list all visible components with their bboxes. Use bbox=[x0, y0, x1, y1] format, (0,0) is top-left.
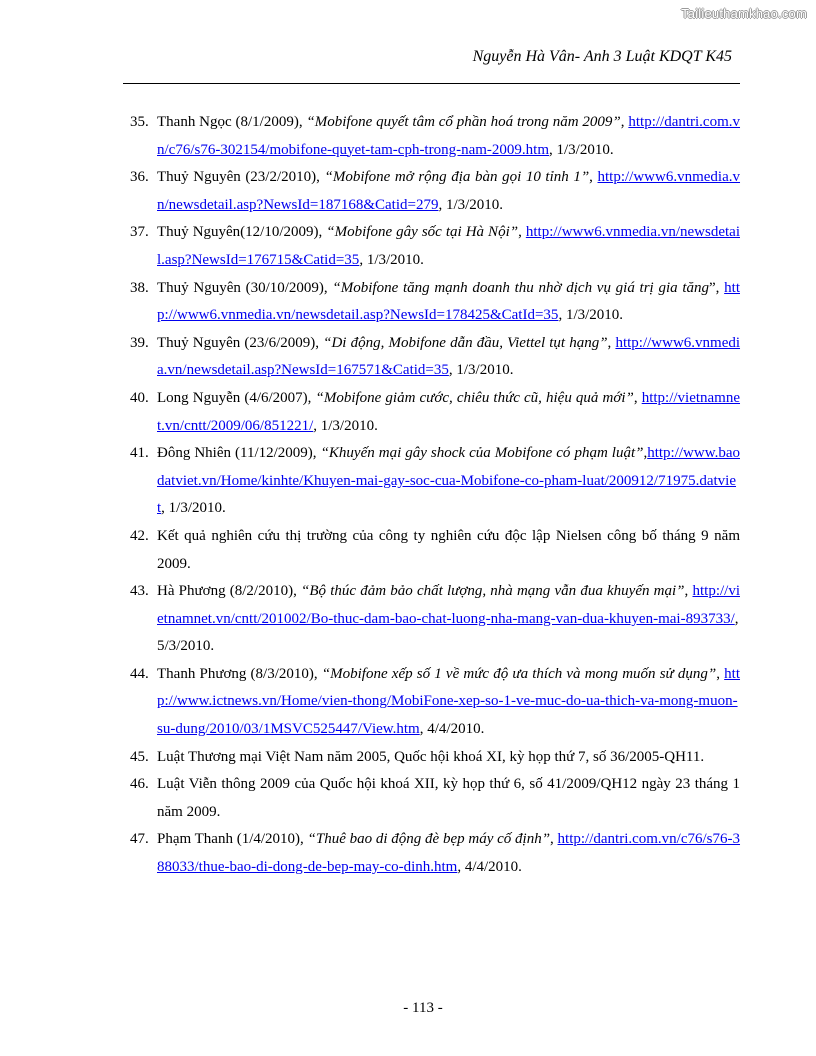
reference-number: 40. bbox=[130, 389, 149, 406]
reference-number: 46. bbox=[130, 776, 149, 793]
reference-access-date: , 1/3/2010. bbox=[359, 251, 424, 268]
reference-access-date: , 1/3/2010. bbox=[549, 141, 614, 158]
reference-title: “Khuyến mại gây shock của Mobifone có phạm luật” bbox=[320, 445, 644, 462]
reference-access-date: , 1/3/2010. bbox=[313, 417, 378, 434]
reference-author: Thuỷ Nguyên (23/6/2009), bbox=[157, 334, 324, 351]
reference-author: Thuỷ Nguyên (30/10/2009), bbox=[157, 279, 333, 296]
page-number: - 113 - bbox=[403, 1000, 443, 1016]
reference-author: Hà Phương (8/2/2010), bbox=[157, 583, 302, 600]
reference-item bbox=[130, 219, 740, 274]
reference-link[interactable]: http://www6.vnmedia.vn/newsdetail.asp?NewsId=178425&CatId=35 bbox=[157, 279, 740, 324]
reference-separator: ”, bbox=[709, 279, 725, 296]
reference-separator: , bbox=[589, 169, 598, 186]
running-header: Nguyễn Hà Vân- Anh 3 Luật KDQT K45 bbox=[472, 48, 732, 65]
reference-number: 45. bbox=[130, 748, 149, 765]
reference-access-date: , 1/3/2010. bbox=[438, 196, 504, 213]
reference-item bbox=[130, 578, 740, 661]
reference-author: Luật Thương mại Việt Nam năm 2005, Quốc hội khoá XI, kỳ họp thứ 7, số 36/2005-QH11. bbox=[157, 748, 705, 765]
reference-separator: , bbox=[620, 114, 629, 130]
reference-title: “Di động, Mobifone dẫn đầu, Viettel tụt hạng” bbox=[323, 334, 608, 351]
reference-number: 36. bbox=[130, 169, 149, 186]
reference-separator: , bbox=[716, 665, 725, 682]
reference-separator: , bbox=[550, 831, 558, 848]
reference-access-date: , 4/4/2010. bbox=[457, 859, 522, 876]
reference-link[interactable]: http://www6.vnmedia.vn/newsdetail.asp?NewsId=167571&Catid=35 bbox=[157, 334, 741, 379]
watermark-text: Tailieuthamkhao.com bbox=[681, 6, 807, 21]
reference-number: 35. bbox=[130, 114, 149, 130]
reference-item bbox=[130, 164, 740, 219]
reference-link[interactable]: http://www.baodatviet.vn/Home/kinhte/Khuyen-mai-gay-soc-cua-Mobifone-co-pham-luat/200912/71975.datviet bbox=[157, 445, 740, 517]
reference-access-date: , 5/3/2010. bbox=[157, 610, 739, 655]
reference-separator: , bbox=[518, 224, 526, 241]
reference-link[interactable]: http://www.ictnews.vn/Home/vien-thong/MobiFone-xep-so-1-ve-muc-do-ua-thich-va-mong-muon-su-dung/2010/03/1MSVC525447/View.htm bbox=[157, 665, 741, 738]
reference-item bbox=[130, 523, 740, 578]
reference-link[interactable]: http://vietnamnet.vn/cntt/201002/Bo-thuc-dam-bao-chat-luong-nha-mang-van-dua-khuyen-mai-893733/ bbox=[157, 583, 740, 627]
reference-author: Thanh Phương (8/3/2010), bbox=[157, 665, 322, 682]
reference-access-date: , 1/3/2010. bbox=[448, 362, 514, 379]
reference-number: 41. bbox=[130, 445, 149, 462]
reference-item bbox=[130, 330, 740, 385]
reference-number: 38. bbox=[130, 279, 149, 296]
reference-item bbox=[130, 109, 740, 164]
reference-number: 44. bbox=[130, 665, 149, 682]
reference-item bbox=[130, 661, 740, 744]
reference-link[interactable]: http://dantri.com.vn/c76/s76-388033/thue-bao-di-dong-de-bep-may-co-dinh.htm bbox=[157, 831, 741, 876]
reference-title: “Mobifone gây sốc tại Hà Nội” bbox=[326, 224, 519, 241]
reference-title: “Mobifone giảm cước, chiêu thức cũ, hiệu quả mới” bbox=[315, 389, 634, 406]
reference-author: Long Nguyễn (4/6/2007), bbox=[157, 389, 316, 406]
reference-title: “Mobifone quyết tâm cổ phần hoá trong năm 2009” bbox=[306, 114, 621, 130]
reference-item bbox=[130, 440, 740, 523]
reference-author: Đông Nhiên (11/12/2009), bbox=[157, 445, 321, 462]
reference-link[interactable]: http://www6.vnmedia.vn/newsdetail.asp?NewsId=187168&Catid=279 bbox=[157, 169, 741, 213]
reference-title: “Mobifone tăng mạnh doanh thu nhờ dịch vụ giá trị gia tăng bbox=[332, 279, 710, 296]
reference-title: “Bộ thúc đảm bảo chất lượng, nhà mạng vẫn đua khuyến mại” bbox=[301, 583, 685, 600]
reference-number: 37. bbox=[130, 224, 149, 241]
reference-access-date: , 1/3/2010. bbox=[558, 307, 624, 324]
reference-access-date: , 1/3/2010. bbox=[161, 500, 226, 517]
reference-item bbox=[130, 385, 740, 440]
reference-author: Thanh Ngọc (8/1/2009), bbox=[157, 114, 307, 130]
reference-separator: , bbox=[643, 445, 648, 462]
reference-title: “Mobifone mở rộng địa bàn gọi 10 tỉnh 1” bbox=[324, 169, 590, 186]
reference-author: Thuỷ Nguyên(12/10/2009), bbox=[157, 224, 327, 241]
reference-link[interactable]: http://dantri.com.vn/c76/s76-302154/mobifone-quyet-tam-cph-trong-nam-2009.htm bbox=[157, 114, 741, 158]
reference-author: Phạm Thanh (1/4/2010), bbox=[157, 831, 308, 848]
reference-separator: , bbox=[607, 334, 616, 351]
reference-link[interactable]: http://vietnamnet.vn/cntt/2009/06/851221/ bbox=[157, 389, 741, 434]
reference-item bbox=[130, 826, 740, 881]
reference-access-date: , 4/4/2010. bbox=[419, 721, 485, 738]
reference-title: “Mobifone xếp số 1 về mức độ ưa thích và mong muốn sử dụng” bbox=[321, 665, 717, 682]
reference-separator: , bbox=[633, 389, 642, 406]
reference-author: Thuỷ Nguyên (23/2/2010), bbox=[157, 169, 325, 186]
reference-author: Luật Viễn thông 2009 của Quốc hội khoá XII, kỳ họp thứ 6, số 41/2009/QH12 ngày 23 tháng 1 năm 2009. bbox=[157, 776, 740, 820]
reference-number: 39. bbox=[130, 334, 149, 351]
reference-separator: , bbox=[684, 583, 693, 600]
header-rule bbox=[123, 83, 740, 84]
reference-number: 43. bbox=[130, 583, 149, 600]
reference-item bbox=[130, 771, 740, 826]
reference-number: 42. bbox=[130, 527, 149, 544]
reference-author: Kết quả nghiên cứu thị trường của công ty nghiên cứu độc lập Nielsen công bố tháng 9 năm 2009. bbox=[157, 527, 740, 572]
reference-number: 47. bbox=[130, 831, 149, 848]
reference-item bbox=[130, 275, 740, 330]
reference-link[interactable]: http://www6.vnmedia.vn/newsdetail.asp?NewsId=176715&Catid=35 bbox=[157, 224, 740, 268]
reference-item bbox=[130, 744, 740, 772]
reference-list bbox=[130, 109, 740, 882]
reference-title: “Thuê bao di động đè bẹp máy cố định” bbox=[307, 831, 551, 848]
